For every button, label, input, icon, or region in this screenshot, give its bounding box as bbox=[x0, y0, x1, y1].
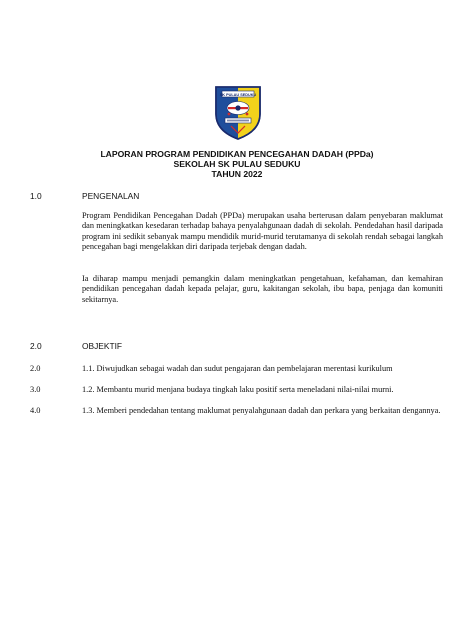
document-title-line-1: LAPORAN PROGRAM PENDIDIKAN PENCEGAHAN DADAH (PPDa) bbox=[100, 149, 374, 159]
section-2-number: 2.0 bbox=[30, 341, 42, 351]
crest-banner-text: SK PULAU SEDUKU bbox=[219, 92, 257, 97]
objective-item-1-text: 1.1. Diwujudkan sebagai wadah dan sudut pengajaran dan pembelajaran merentasi kurikulum bbox=[82, 364, 393, 373]
objective-item-3-number: 4.0 bbox=[30, 406, 41, 415]
crest-graphic bbox=[213, 84, 263, 140]
objective-item-1-number: 2.0 bbox=[30, 364, 41, 373]
section-1-paragraph-1: Program Pendidikan Pencegahan Dadah (PPDa) merupakan usaha berterusan dalam penyebaran maklumat dan meningkatkan kesedaran terhadap bahaya penyalahgunaan dadah di sekolah. Pendedahan hasil daripada program ini sedikit sebanyak mampu mendidik murid-murid terutamanya di sekolah rendah sebagai langkah pencegahan bagi mengelakkan diri daripada terjebak dengan dadah. bbox=[82, 211, 443, 252]
section-1-number: 1.0 bbox=[30, 191, 42, 201]
objective-item-2-number: 3.0 bbox=[30, 385, 41, 394]
section-2-heading: OBJEKTIF bbox=[82, 341, 123, 351]
section-1-heading: PENGENALAN bbox=[82, 191, 140, 201]
objective-item-3-text: 1.3. Memberi pendedahan tentang maklumat penyalahgunaan dadah dan perkara yang berkaitan dengannya. bbox=[82, 406, 441, 415]
document-title-line-3: TAHUN 2022 bbox=[211, 169, 263, 179]
section-1-paragraph-2: Ia diharap mampu menjadi pemangkin dalam meningkatkan pengetahuan, kefahaman, dan kemahiran pendidikan pencegahan dadah kepada pelajar, guru, kakitangan sekolah, ibu bapa, penjaga dan komuniti sekitarnya. bbox=[82, 274, 443, 304]
document-title-line-2: SEKOLAH SK PULAU SEDUKU bbox=[173, 159, 301, 169]
objective-item-2-text: 1.2. Membantu murid menjana budaya tingkah laku positif serta meneladani nilai-nilai murni. bbox=[82, 385, 394, 394]
school-crest-icon bbox=[213, 84, 263, 140]
